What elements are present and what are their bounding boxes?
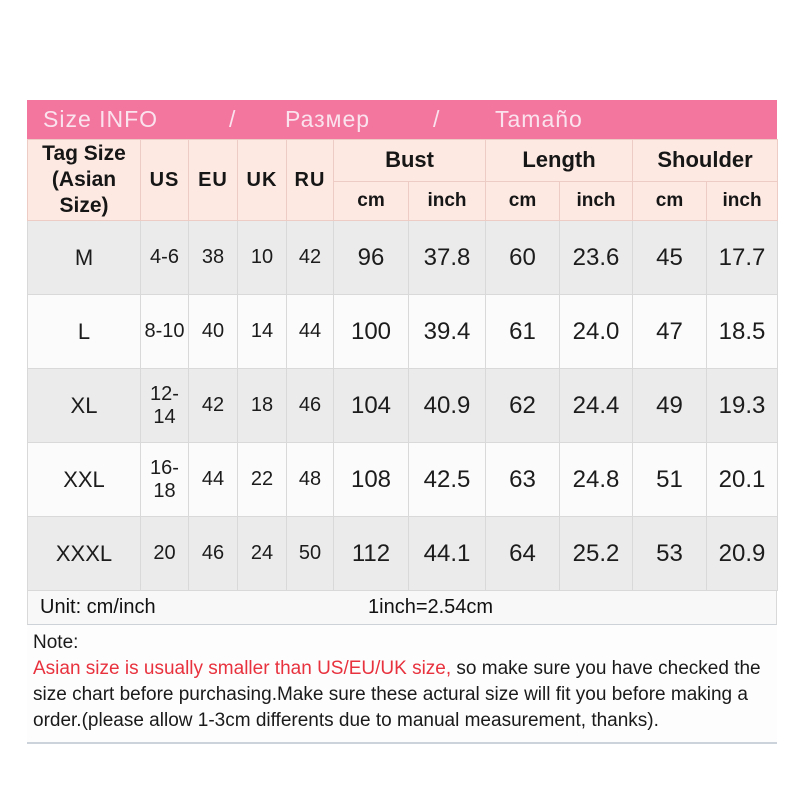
cell-us: 8-10 [141,295,189,369]
unit-row [27,591,777,625]
cell-uk: 18 [238,369,287,443]
title-tamano: Tamaño [495,106,583,132]
cell-bust-inch: 37.8 [409,221,486,295]
header-eu: EU [189,140,238,221]
note-line-3: size chart before purchasing.Make sure these actural size will fit you before making a [33,684,748,705]
cell-us: 16-18 [141,443,189,517]
header-bust: Bust [334,140,486,182]
cell-ru: 48 [287,443,334,517]
cell-ru: 50 [287,517,334,591]
table-row-l [28,295,778,369]
header-bust-cm: cm [334,181,409,220]
cell-length-inch: 24.0 [560,295,633,369]
cell-length-cm: 64 [486,517,560,591]
cell-tag: M [28,221,141,295]
note-line-2-rest: so make sure you have checked the [451,658,761,679]
cell-shoulder-cm: 51 [633,443,707,517]
cell-bust-inch: 44.1 [409,517,486,591]
cell-length-cm: 60 [486,221,560,295]
cell-us: 12-14 [141,369,189,443]
header-tag-size [28,140,141,221]
note-warning-red: Asian size is usually smaller than US/EU/UK size, [33,658,452,679]
cell-ru: 46 [287,369,334,443]
cell-shoulder-inch: 18.5 [707,295,778,369]
header-length-cm: cm [486,181,560,220]
cell-eu: 42 [189,369,238,443]
title-size-info: Size INFO [43,106,159,132]
cell-shoulder-cm: 47 [633,295,707,369]
unit-conversion: 1inch=2.54cm [368,596,494,618]
cell-length-inch: 24.8 [560,443,633,517]
table-header [28,140,778,221]
cell-ru: 42 [287,221,334,295]
cell-length-cm: 61 [486,295,560,369]
table-row-xl [28,369,778,443]
cell-bust-cm: 112 [334,517,409,591]
cell-tag: XXL [28,443,141,517]
cell-eu: 38 [189,221,238,295]
cell-length-inch: 23.6 [560,221,633,295]
cell-shoulder-cm: 45 [633,221,707,295]
cell-bust-inch: 42.5 [409,443,486,517]
cell-us: 4-6 [141,221,189,295]
size-table [27,139,778,591]
cell-ru: 44 [287,295,334,369]
cell-us: 20 [141,517,189,591]
table-row-xxxl [28,517,778,591]
cell-length-cm: 63 [486,443,560,517]
header-shoulder-inch: inch [707,181,778,220]
table-row-xxl [28,443,778,517]
cell-uk: 24 [238,517,287,591]
size-chart-sheet [27,100,777,744]
cell-eu: 44 [189,443,238,517]
title-bar [27,100,777,139]
header-tag-size-line1: Tag Size [42,142,126,165]
table-row-m [28,221,778,295]
header-shoulder-cm: cm [633,181,707,220]
cell-shoulder-inch: 17.7 [707,221,778,295]
header-tag-size-line2: (Asian Size) [51,168,117,217]
cell-eu: 40 [189,295,238,369]
header-us: US [141,140,189,221]
header-shoulder: Shoulder [633,140,778,182]
title-separator-2: / [433,106,441,132]
cell-bust-cm: 100 [334,295,409,369]
cell-tag: XL [28,369,141,443]
cell-length-cm: 62 [486,369,560,443]
cell-uk: 22 [238,443,287,517]
header-length: Length [486,140,633,182]
unit-label: Unit: cm/inch [40,596,156,618]
header-uk: UK [238,140,287,221]
cell-tag: L [28,295,141,369]
cell-uk: 10 [238,221,287,295]
note-line-2 [33,656,777,682]
cell-bust-cm: 104 [334,369,409,443]
cell-tag: XXXL [28,517,141,591]
cell-uk: 14 [238,295,287,369]
cell-shoulder-cm: 49 [633,369,707,443]
header-bust-inch: inch [409,181,486,220]
header-length-inch: inch [560,181,633,220]
title-separator-1: / [229,106,237,132]
header-ru: RU [287,140,334,221]
cell-shoulder-inch: 20.9 [707,517,778,591]
title-razmer: Размер [285,106,371,132]
note-title: Note: [33,632,79,653]
cell-bust-inch: 39.4 [409,295,486,369]
cell-bust-inch: 40.9 [409,369,486,443]
cell-length-inch: 24.4 [560,369,633,443]
note-section [27,625,777,744]
cell-shoulder-cm: 53 [633,517,707,591]
cell-shoulder-inch: 19.3 [707,369,778,443]
cell-bust-cm: 108 [334,443,409,517]
cell-shoulder-inch: 20.1 [707,443,778,517]
cell-bust-cm: 96 [334,221,409,295]
cell-length-inch: 25.2 [560,517,633,591]
cell-eu: 46 [189,517,238,591]
note-line-4: order.(please allow 1-3cm differents due to manual measurement, thanks). [33,710,659,731]
